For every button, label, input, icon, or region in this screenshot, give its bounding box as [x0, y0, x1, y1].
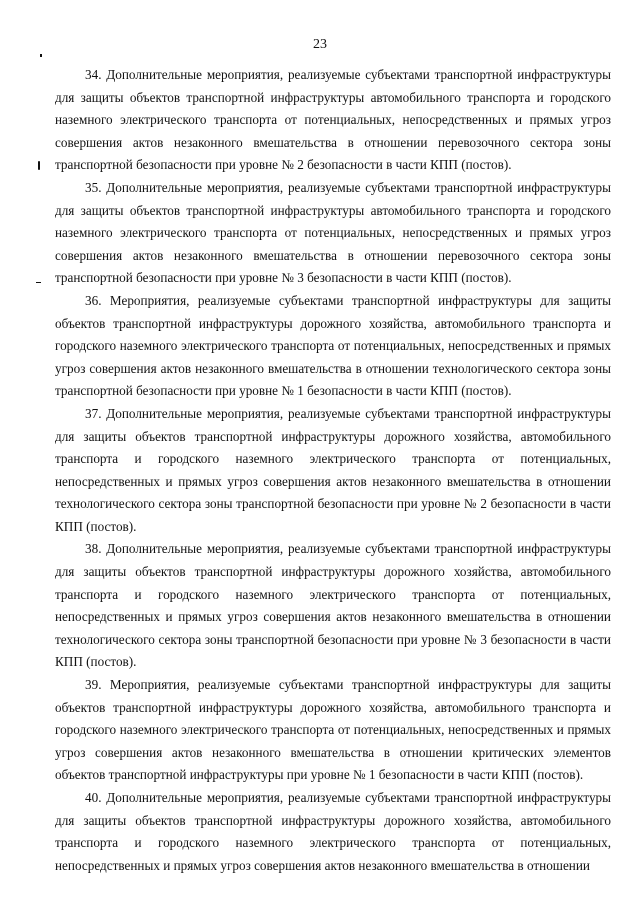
paragraph-36: 36. Мероприятия, реализуемые субъектами транспортной инфраструктуры для защиты объектов транспортной инфраструктуры дорожного хозяйства, автомобильного транспорта и городского наземного электрического транспорта от потенциальных, непосредственных и прямых угроз совершения актов незаконного вмешательства в отношении технологического сектора зоны транспортной безопасности при уровне № 1 безопасности в части КПП (постов).: [55, 292, 611, 399]
paragraph-34: 34. Дополнительные мероприятия, реализуемые субъектами транспортной инфраструктуры для защиты объектов транспортной инфраструктуры автомобильного транспорта и городского наземного электрического транспорта от потенциальных, непосредственных и прямых угроз совершения актов незаконного вмешательства в отношении перевозочного сектора зоны транспортной безопасности при уровне № 2 безопасности в части КПП (постов).: [55, 67, 611, 173]
scan-speck: [38, 161, 40, 170]
scan-speck: [36, 282, 41, 283]
paragraph-35: 35. Дополнительные мероприятия, реализуемые субъектами транспортной инфраструктуры для защиты объектов транспортной инфраструктуры автомобильного транспорта и городского наземного электрического транспорта от потенциальных, непосредственных и прямых угроз совершения актов незаконного вмешательства в отношении перевозочного сектора зоны транспортной безопасности при уровне № 3 безопасности в части КПП (постов).: [55, 179, 611, 286]
document-body: [55, 64, 611, 877]
page-number: 23: [313, 37, 327, 52]
paragraph-37: 37. Дополнительные мероприятия, реализуемые субъектами транспортной инфраструктуры для защиты объектов транспортной инфраструктуры дорожного хозяйства, автомобильного транспорта и городского наземного электрического транспорта от потенциальных, непосредственных и прямых угроз совершения актов незаконного вмешательства в отношении технологического сектора зоны транспортной безопасности при уровне № 2 безопасности в части КПП (постов).: [55, 405, 611, 534]
scan-speck: [40, 54, 42, 57]
paragraph-40: 40. Дополнительные мероприятия, реализуемые субъектами транспортной инфраструктуры для защиты объектов транспортной инфраструктуры дорожного хозяйства, автомобильного транспорта и городского наземного электрического транспорта от потенциальных, непосредственных и прямых угроз совершения актов незаконного вмешательства в отношении: [55, 790, 611, 873]
paragraph-38: 38. Дополнительные мероприятия, реализуемые субъектами транспортной инфраструктуры для защиты объектов транспортной инфраструктуры дорожного хозяйства, автомобильного транспорта и городского наземного электрического транспорта от потенциальных, непосредственных и прямых угроз совершения актов незаконного вмешательства в отношении технологического сектора зоны транспортной безопасности при уровне № 3 безопасности в части КПП (постов).: [55, 541, 611, 670]
paragraph-39: 39. Мероприятия, реализуемые субъектами транспортной инфраструктуры для защиты объектов транспортной инфраструктуры дорожного хозяйства, автомобильного транспорта и городского наземного электрического транспорта от потенциальных, непосредственных и прямых угроз совершения актов незаконного вмешательства в отношении критических элементов объектов транспортной инфраструктуры при уровне № 1 безопасности в части КПП (постов).: [55, 677, 611, 783]
